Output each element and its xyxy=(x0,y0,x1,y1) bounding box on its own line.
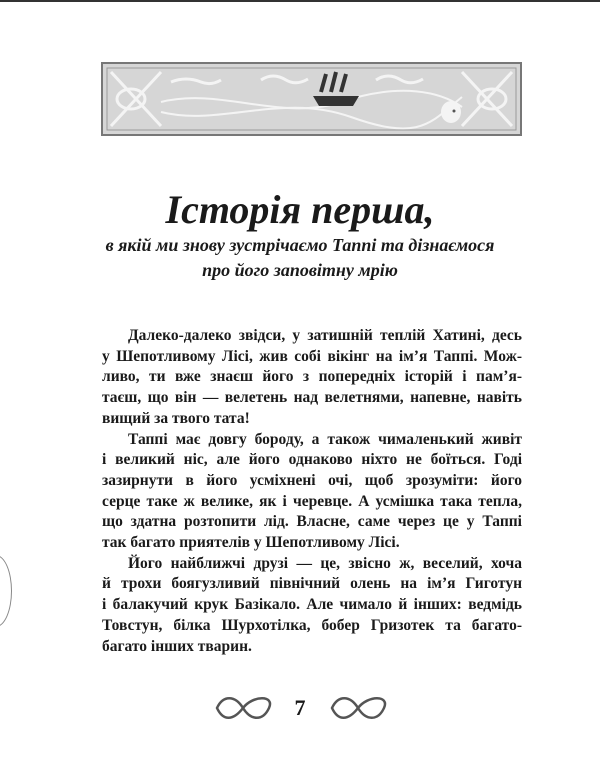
subtitle-line: в якій ми знову зустрічаємо Таппі та дізнаємося xyxy=(105,235,495,255)
page-number: 7 xyxy=(294,695,306,720)
body-text xyxy=(102,326,522,657)
page-footer xyxy=(0,695,600,721)
text-line: Його найближчі друзі — це, звісно ж, веселий, хоча xyxy=(128,554,522,572)
text-line: і великий ніс, але його однаково ніхто не боїться. Годі xyxy=(102,451,522,469)
chapter-title: Історія перша, xyxy=(165,187,435,232)
text-line: ливо, ти вже знаєш його з попередніх історій і пам’я- xyxy=(102,368,522,386)
text-line: вищий за твого тата! xyxy=(102,409,250,427)
knot-ornament-right-icon xyxy=(328,695,388,721)
text-line: у Шепотливому Лісі, жив собі вікінг на ім’я Таппі. Мож- xyxy=(102,347,522,365)
text-line: багато інших тварин. xyxy=(102,637,252,655)
text-line: що здатна розтопити лід. Власне, саме через це у Таппі xyxy=(102,513,522,531)
text-line: так багато приятелів у Шепотливому Лісі. xyxy=(102,534,400,552)
text-line: Таппі має довгу бороду, а також чималенький живіт xyxy=(128,430,522,448)
text-line: Товстун, білка Шурхотілка, бобер Гризотек та багато- xyxy=(102,616,522,634)
viking-ship-banner-illustration xyxy=(101,62,522,136)
page-top-border xyxy=(0,0,600,2)
text-line: Далеко-далеко звідси, у затишній теплій Хатині, десь xyxy=(128,327,522,344)
knot-ornament-left-icon xyxy=(213,695,273,721)
text-line: й трохи боягузливий північний олень на ім’я Гиготун xyxy=(102,575,522,593)
text-line: і балакучий крук Базікало. Але чимало й інших: ведмідь xyxy=(102,596,522,614)
text-line: зазирнути в його усміхнені очі, щоб зрозуміти: його xyxy=(102,471,522,489)
subtitle-line: про його заповітну мрію xyxy=(202,260,398,280)
chapter-subtitle xyxy=(0,233,600,283)
text-line: серце таке ж велике, як і черевце. А усмішка така тепла, xyxy=(102,492,522,510)
adjacent-page-illustration xyxy=(0,555,12,627)
text-line: таєш, що він — велетень над велетнями, напевне, навіть xyxy=(102,389,522,407)
